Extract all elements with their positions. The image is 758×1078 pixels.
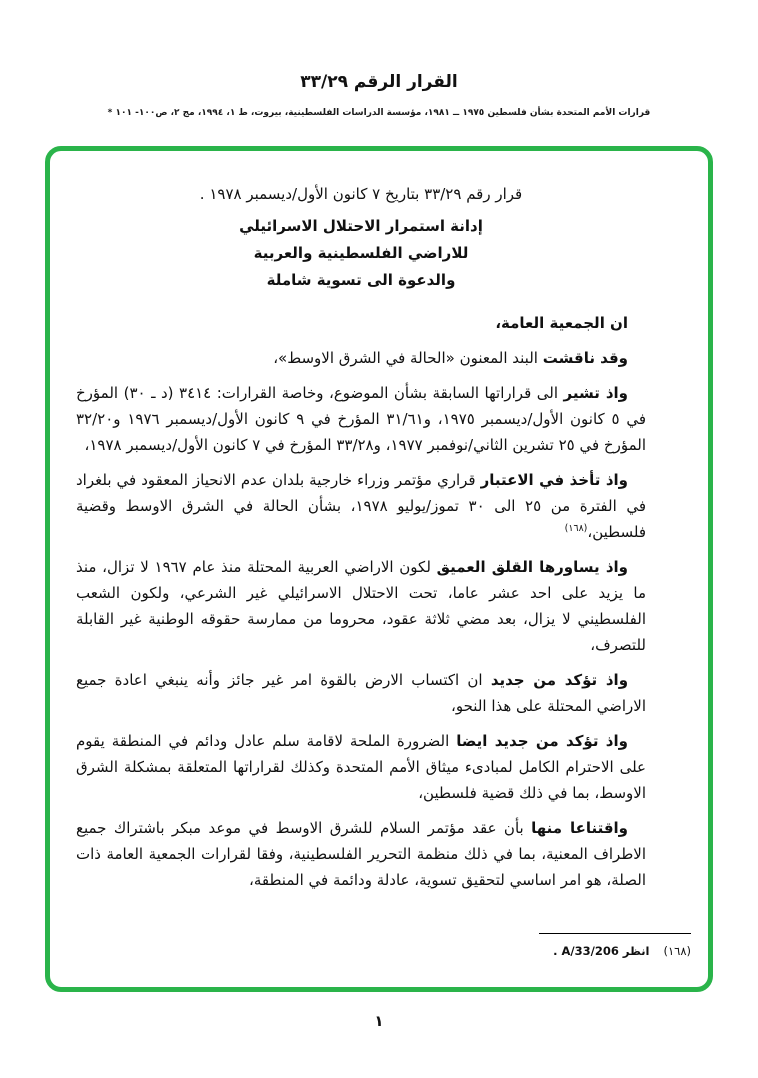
paragraph-lead: وقد ناقشت bbox=[542, 349, 628, 367]
resolution-paragraph bbox=[76, 380, 646, 458]
paragraph-text: البند المعنون «الحالة في الشرق الاوسط»، bbox=[273, 349, 538, 367]
heading-line-2: للاراضي الفلسطينية والعربية bbox=[253, 244, 469, 262]
footnote-marker: (١٦٨) bbox=[663, 944, 691, 958]
resolution-paragraph bbox=[76, 815, 646, 893]
paragraph-lead: واذ تؤكد من جديد ايضا bbox=[456, 732, 628, 750]
paragraph-text: لكون الاراضي العربية المحتلة منذ عام ١٩٦٧ لا تزال، منذ ما يزيد على احد عشر عاما، تحت الاحتلال الاسرائيلي غير الشرعي، ولكون الشعب الفلسطيني لا يزال، بعد مضي ثلاثة عقود، محروما من ممارسة حقوقه الوطنية غير القابلة للتصرف، bbox=[76, 558, 646, 654]
resolution-heading bbox=[76, 213, 646, 294]
paragraph-text: الى قراراتها السابقة بشأن الموضوع، وخاصة القرارات: ٣٤١٤ (د ـ ٣٠) المؤرخ في ٥ كانون الأول/ديسمبر ١٩٧٥، و٣١/٦١ المؤرخ في ٩ كانون الأول/ديسمبر ١٩٧٦ و٣٢/٢٠ المؤرخ في ٢٥ تشرين الثاني/نوفمبر ١٩٧٧، و٣٣/٢٨ المؤرخ في ٧ كانون الأول/ديسمبر ١٩٧٨، bbox=[76, 384, 647, 454]
heading-line-1: إدانة استمرار الاحتلال الاسرائيلي bbox=[239, 217, 483, 235]
resolution-body bbox=[76, 181, 646, 893]
footnote-reference: انظر A/33/206 . bbox=[553, 944, 650, 958]
resolution-paragraph bbox=[76, 728, 646, 806]
paragraph-text: قراري مؤتمر وزراء خارجية بلدان عدم الانحياز المعقود في بلغراد في الفترة من ٢٥ الى ٣٠ تموز/يوليو ١٩٧٨، بشأن الحالة في الشرق الاوسط وقضية فلسطين، bbox=[76, 471, 646, 541]
paragraph-lead: واذ تأخذ في الاعتبار bbox=[480, 471, 628, 489]
opening-line: ان الجمعية العامة، bbox=[495, 314, 628, 332]
page-number: ١ bbox=[374, 1012, 384, 1030]
footnote-line bbox=[539, 943, 691, 959]
paragraph-text: بأن عقد مؤتمر السلام للشرق الاوسط في موعد مبكر باشتراك جميع الاطراف المعنية، بما في ذلك منظمة التحرير الفلسطينية، وفقا لقرارات الجمعية العامة ذات الصلة، هو امر اساسي لتحقيق تسوية، عادلة ودائمة في المنطقة، bbox=[76, 819, 646, 889]
footnote-divider bbox=[539, 933, 691, 934]
paragraph-text: ان اكتساب الارض بالقوة امر غير جائز وأنه ينبغي اعادة جميع الاراضي المحتلة على هذا النحو، bbox=[76, 671, 646, 715]
resolution-paragraph bbox=[76, 345, 646, 371]
source-citation: قرارات الأمم المتحدة بشأن فلسطين ١٩٧٥ ــ ١٩٨١، مؤسسة الدراسات الفلسطينية، بيروت، ط ١، ١٩٩٤، مج ٢، ص١٠٠- ١٠١ * bbox=[107, 108, 651, 118]
paragraph-lead: واقتناعا منها bbox=[531, 819, 628, 837]
resolution-paragraph bbox=[76, 467, 646, 545]
resolution-paragraph bbox=[76, 554, 646, 658]
resolution-paragraph bbox=[76, 667, 646, 719]
footnote bbox=[539, 933, 691, 959]
heading-line-3: والدعوة الى تسوية شاملة bbox=[266, 271, 456, 289]
paragraph-text: الضرورة الملحة لاقامة سلم عادل ودائم في المنطقة يقوم على الاحترام الكامل لمبادىء ميثاق الأمم المتحدة وكذلك لقراراتها المتعلقة بمشكلة الشرق الاوسط، بما في ذلك قضية فلسطين، bbox=[76, 732, 646, 802]
paragraph-lead: واذ تشير bbox=[563, 384, 628, 402]
paragraph-lead: واذ تؤكد من جديد bbox=[490, 671, 629, 689]
footnote-ref: (١٦٨) bbox=[564, 523, 588, 534]
resolution-date-line: قرار رقم ٣٣/٢٩ بتاريخ ٧ كانون الأول/ديسمبر ١٩٧٨ . bbox=[199, 185, 523, 203]
page-title: القرار الرقم ٣٣/٢٩ bbox=[300, 72, 458, 92]
resolution-frame bbox=[45, 146, 713, 992]
paragraph-lead: واذ يساورها القلق العميق bbox=[436, 558, 628, 576]
